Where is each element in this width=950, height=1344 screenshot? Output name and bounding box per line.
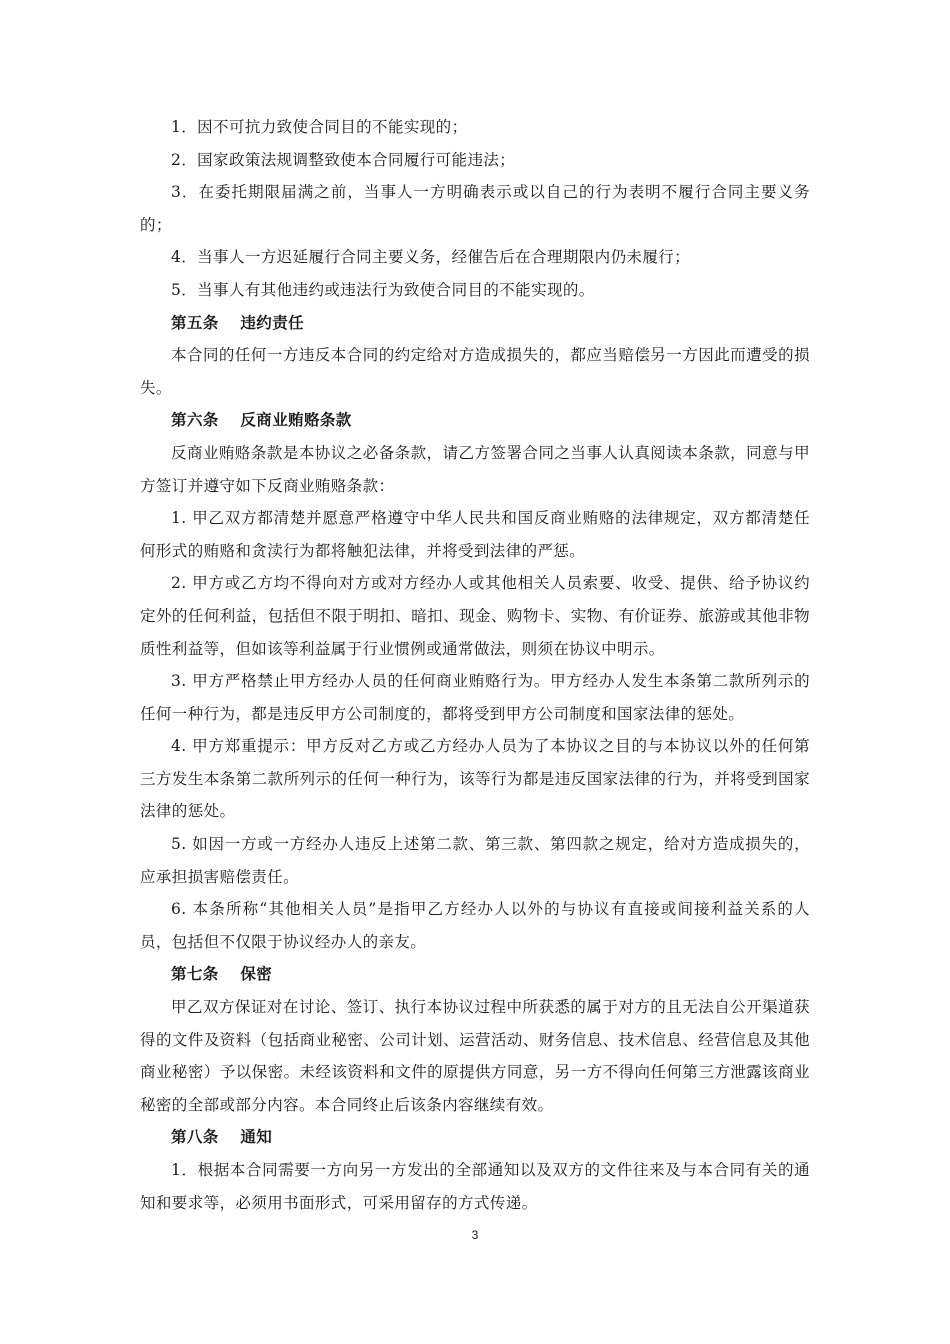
article-title: 通知 — [240, 1128, 273, 1147]
article-title: 反商业贿赂条款 — [240, 411, 352, 430]
clause-paragraph: 甲乙双方保证对在讨论、签订、执行本协议过程中所获悉的属于对方的且无法自公开渠道获得的文件及资料（包括商业秘密、公司计划、运营活动、财务信息、技术信息、经营信息及其他商业秘密）予以保密。未经该资料和文件的原提供方同意，另一方不得向任何第三方泄露该商业秘密的全部或部分内容。本合同终止后该条内容继续有效。 — [140, 998, 810, 1114]
clause-paragraph: 反商业贿赂条款是本协议之必备条款，请乙方签署合同之当事人认真阅读本条款，同意与甲方签订并遵守如下反商业贿赂条款： — [140, 443, 810, 495]
article-title: 违约责任 — [240, 313, 304, 332]
clause-item: 6. 本条所称“其他相关人员”是指甲乙方经办人以外的与协议有直接或间接利益关系的人员，包括但不仅限于协议经办人的亲友。 — [140, 900, 810, 951]
clause-item: 4. 甲方郑重提示：甲方反对乙方或乙方经办人员为了本协议之目的与本协议以外的任何第三方发生本条第二款所列示的任何一种行为，该等行为都是违反国家法律的行为，并将受到国家法律的惩处。 — [140, 737, 810, 821]
clause-item: 1. 甲乙双方都清楚并愿意严格遵守中华人民共和国反商业贿赂的法律规定，双方都清楚任何形式的贿赂和贪渎行为都将触犯法律，并将受到法律的严惩。 — [140, 509, 810, 560]
clause-item: 3. 甲方严格禁止甲方经办人员的任何商业贿赂行为。甲方经办人发生本条第二款所列示的任何一种行为，都是违反甲方公司制度的，都将受到甲方公司制度和国家法律的惩处。 — [140, 672, 810, 723]
clause-item: 5．当事人有其他违约或违法行为致使合同目的不能实现的。 — [171, 280, 595, 299]
article-number: 第六条 — [171, 411, 219, 430]
section-heading-article-7 — [140, 958, 810, 991]
clause-item: 2. 甲方或乙方均不得向对方或对方经办人或其他相关人员索要、收受、提供、给予协议约定外的任何利益，包括但不限于明扣、暗扣、现金、购物卡、实物、有价证券、旅游或其他非物质性利益等，但如该等利益属于行业惯例或通常做法，则须在协议中明示。 — [140, 574, 810, 658]
clause-item: 2．国家政策法规调整致使本合同履行可能违法； — [171, 150, 516, 169]
article-number: 第八条 — [171, 1128, 219, 1147]
section-heading-article-5 — [140, 307, 810, 340]
clause-item: 1．根据本合同需要一方向另一方发出的全部通知以及双方的文件往来及与本合同有关的通知和要求等，必须用书面形式，可采用留存的方式传递。 — [140, 1161, 810, 1212]
article-title: 保密 — [240, 965, 273, 984]
section-heading-article-8 — [140, 1121, 810, 1154]
clause-item: 3．在委托期限届满之前，当事人一方明确表示或以自己的行为表明不履行合同主要义务的； — [140, 183, 810, 234]
clause-paragraph: 本合同的任何一方违反本合同的约定给对方造成损失的，都应当赔偿另一方因此而遭受的损失。 — [140, 346, 810, 397]
document-body — [140, 111, 810, 1219]
article-number: 第七条 — [171, 965, 219, 984]
section-heading-article-6 — [140, 404, 810, 437]
article-number: 第五条 — [171, 313, 219, 332]
page-number: 3 — [471, 1228, 479, 1242]
clause-item: 4．当事人一方迟延履行合同主要义务，经催告后在合理期限内仍未履行； — [171, 248, 691, 267]
clause-item: 1．因不可抗力致使合同目的不能实现的； — [171, 118, 468, 136]
clause-item: 5. 如因一方或一方经办人违反上述第二款、第三款、第四款之规定，给对方造成损失的，应承担损害赔偿责任。 — [140, 835, 810, 886]
